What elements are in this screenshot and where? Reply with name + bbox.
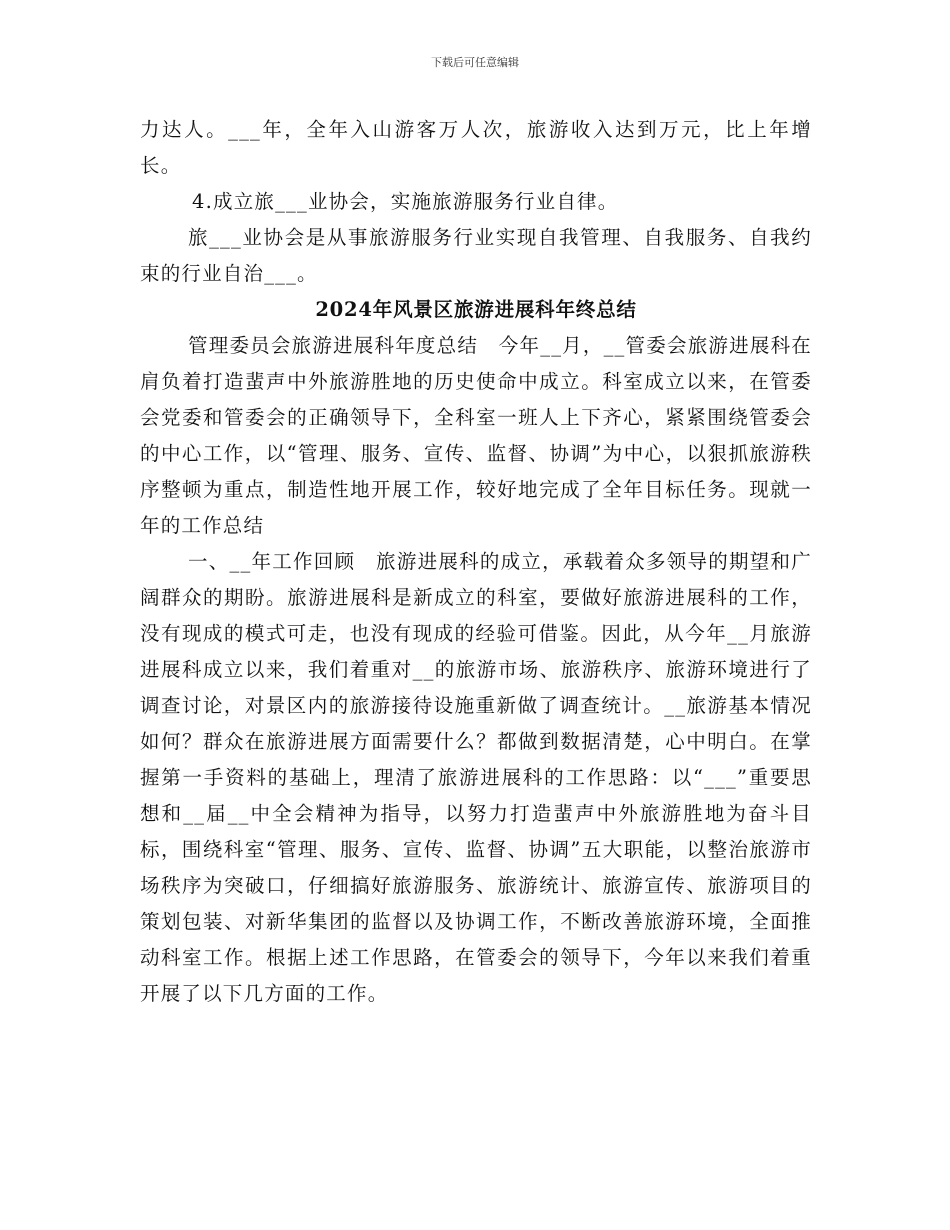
paragraph-review: 一、__年工作回顾 旅游进展科的成立，承载着众多领导的期望和广阔群众的期盼。旅游进展科是新成立的科室，要做好旅游进展科的工作，没有现成的模式可走，也没有现成的经验可借鉴。因此，从今年__月旅游进展科成立以来，我们着重对__的旅游市场、旅游秩序、旅游环境进行了调查讨论，对景区内的旅游接待设施重新做了调查统计。__旅游基本情况如何？群众在旅游进展方面需要什么？都做到数据清楚，心中明白。在掌握第一手资料的基础上，理清了旅游进展科的工作思路：以“___”重要思想和__届__中全会精神为指导，以努力打造蜚声中外旅游胜地为奋斗目标，围绕科室“管理、服务、宣传、监督、协调”五大职能，以整治旅游市场秩序为突破口，仔细搞好旅游服务、旅游统计、旅游宣传、旅游项目的策划包装、对新华集团的监督以及协调工作，不断改善旅游环境，全面推动科室工作。根据上述工作思路，在管委会的领导下，今年以来我们着重开展了以下几方面的工作。 <box>140 550 812 1005</box>
header-note: 下载后可任意编辑 <box>431 56 519 69</box>
document-body <box>140 112 812 1012</box>
paragraph-intro: 管理委员会旅游进展科年度总结 今年__月，__管委会旅游进展科在肩负着打造蜚声中外旅游胜地的历史使命中成立。科室成立以来，在管委会党委和管委会的正确领导下，全科室一班人上下齐心，紧紧围绕管委会的中心工作，以“管理、服务、宣传、监督、协调”为中心，以狠抓旅游秩序整顿为重点，制造性地开展工作，较好地完成了全年目标任务。现就一年的工作总结 <box>140 334 812 537</box>
paragraph-continuation: 力达人。___年，全年入山游客万人次，旅游收入达到万元，比上年增长。 <box>140 118 812 177</box>
document-title: 2024年风景区旅游进展科年终总结 <box>315 298 637 321</box>
paragraph-item-4: 4.成立旅___业协会，实施旅游服务行业自律。 <box>192 190 619 213</box>
paragraph-association: 旅___业协会是从事旅游服务行业实现自我管理、自我服务、自我约束的行业自治___。 <box>140 226 812 285</box>
